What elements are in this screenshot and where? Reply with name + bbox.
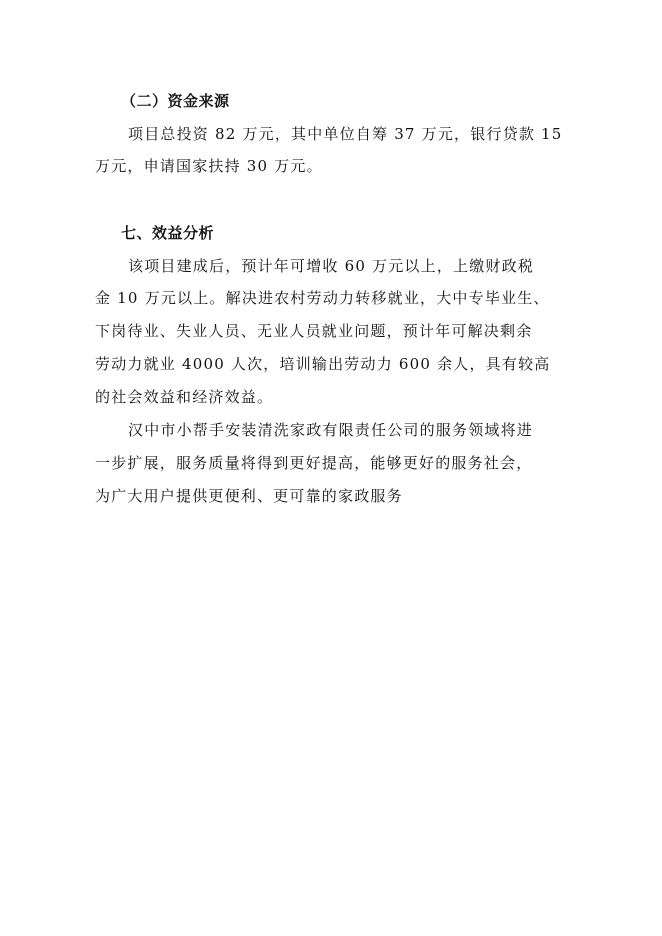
paragraph-line: 下岗待业、失业人员、无业人员就业问题，预计年可解决剩余 [95, 322, 533, 340]
paragraph-line: 劳动力就业 4000 人次，培训输出劳动力 600 余人，具有较高 [95, 355, 551, 373]
paragraph-line: 金 10 万元以上。解决进农村劳动力转移就业，大中专毕业生、 [95, 289, 550, 307]
paragraph-line: 该项目建成后，预计年可增收 60 万元以上，上缴财政税 [128, 257, 535, 275]
paragraph-line: 一步扩展，服务质量将得到更好提高，能够更好的服务社会， [95, 454, 533, 472]
paragraph-line: 的社会效益和经济效益。 [95, 388, 274, 406]
paragraph-line: 汉中市小帮手安装清洗家政有限责任公司的服务领域将进 [128, 421, 534, 439]
paragraph-line: 项目总投资 82 万元，其中单位自筹 37 万元，银行贷款 15 [128, 125, 563, 143]
section-heading-funding-source: （二）资金来源 [121, 92, 230, 110]
paragraph-line: 为广大用户提供更便利、更可靠的家政服务 [95, 487, 403, 505]
section-heading-benefit-analysis: 七、效益分析 [121, 224, 215, 242]
paragraph-line: 万元，申请国家扶持 30 万元。 [95, 157, 323, 175]
